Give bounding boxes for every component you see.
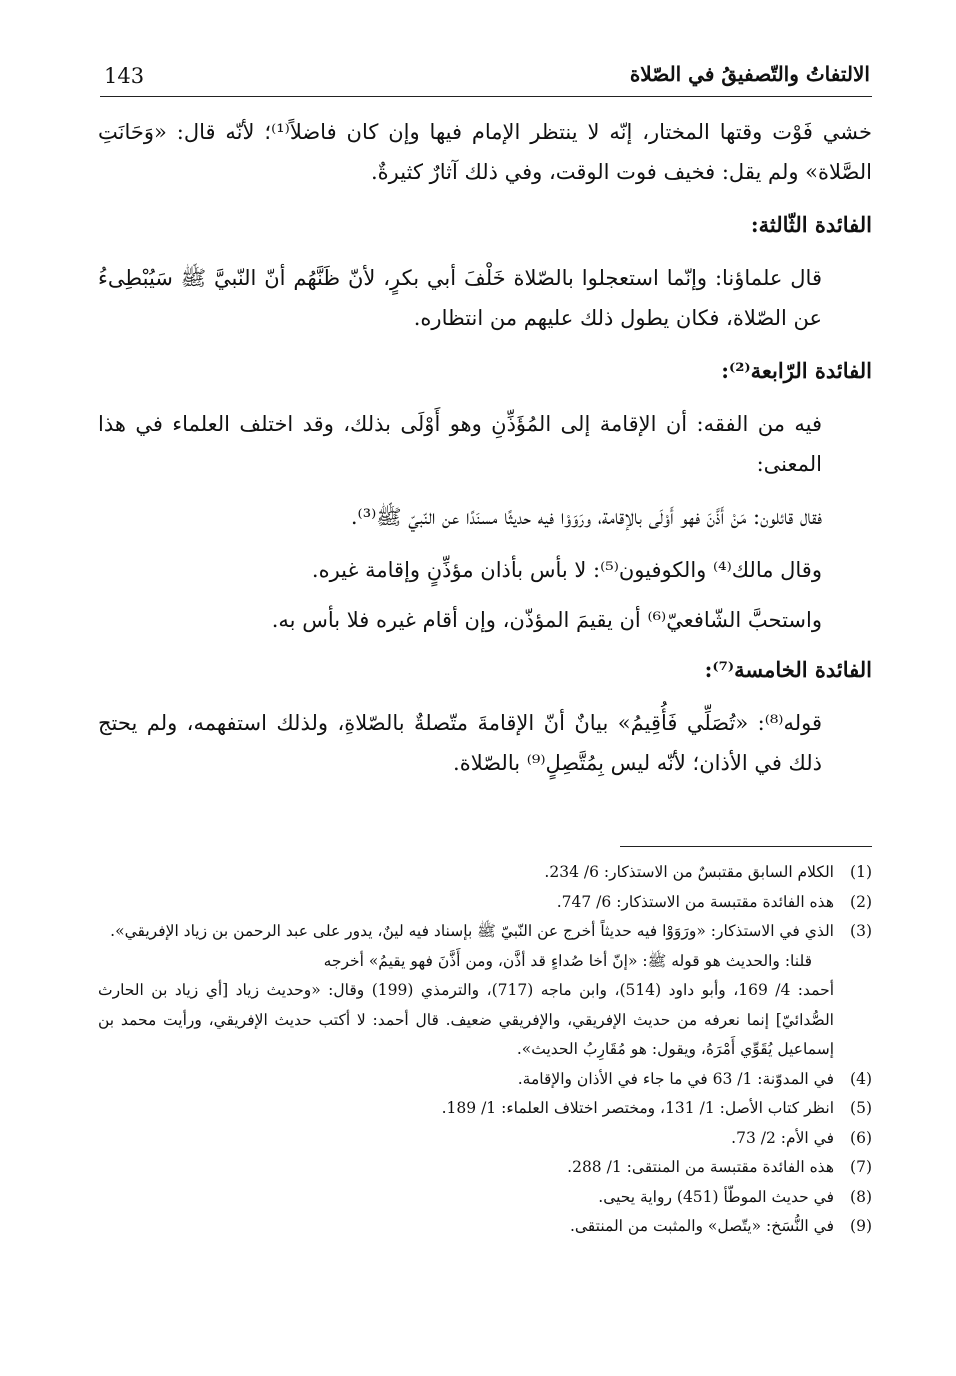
page-number: 143 (104, 64, 145, 88)
footnote-text: في المدوّنة: 1/ 63 في ما جاء في الأذان والإقامة. (517, 1069, 834, 1088)
paragraph: واستحبَّ الشّافعيّ⁽⁶⁾ أن يقيمَ المؤذّن، وإن أقام غيره فلا بأس به. (271, 608, 822, 632)
section-heading: الفائدة الثّالثة: (750, 212, 872, 237)
footnote (98, 1124, 872, 1154)
footnote-continuation: أحمد: 4/ 169، وأبو داود (514)، وابن ماجه (717)، والترمذي (199) وقال: «وحديث زياد [أي زياد بن الحارث الصُّدائيّ] إنما نعرفه من حديث الإفريقي، والإفريقي ضعيف. قال أحمد: لا أكتب حديث الإفريقي، ورأيت محمد بن إسماعيل يُقَوِّي أَمْرَهُ، ويقول: هو مُقَارِبُ الحديث». (98, 981, 835, 1058)
footnote-number: (7) (850, 1158, 872, 1176)
paragraph: فيه من الفقه: أن الإقامة إلى المُؤَذِّنِ وهو أَوْلَى بذلك، وقد اختلف العلماء في هذا المعنى: (98, 412, 822, 476)
footnote-rule (620, 846, 872, 847)
footnote-text: الكلام السابق مقتبسٌ من الاستذكار: 6/ 234. (544, 863, 834, 881)
header-rule (100, 96, 872, 97)
paragraph: فقال قائلون: مَنْ أَذَّنَ فهو أَوْلَى بالإقامة، ورَوَوْا فيه حديثًا مسنَدًا عن النّبيّ ﷺ⁽³⁾. (350, 505, 822, 529)
footnote-text: الذي في الاستذكار: «ورَوَوْا فيه حديثاً أخرج عن النّبيّ ﷺ بإسناد فيه لينٌ، يدور على عبد الرحمن بن زياد الإفريقي». (110, 922, 834, 940)
footnote (98, 888, 872, 918)
footnote (98, 1065, 872, 1095)
footnote-number: (4) (850, 1069, 872, 1088)
footnote-number: (9) (850, 1217, 872, 1235)
footnote-number: (2) (850, 892, 872, 911)
footnote-text: انظر كتاب الأصل: 1/ 131، ومختصر اختلاف العلماء: 1/ 189. (441, 1099, 834, 1117)
footnote-number: (6) (850, 1128, 872, 1147)
paragraph: قوله⁽⁸⁾: «تُصَلِّي فَأُقِيمُ» بيانٌ أنّ الإقامةَ متّصلةٌ بالصّلاةِ، ولذلك استفهمه، ولم يحتج ذلك في الأذان؛ لأنّه ليس بِمُتَّصِلٍ⁽⁹⁾ بالصّلاة. (98, 711, 822, 775)
footnote-text: في الأم: 2/ 73. (731, 1128, 834, 1147)
paragraph: خشي فَوْت وقتها المختار، إنّه لا ينتظر الإمام فيها وإن كان فاضلاً⁽¹⁾؛ لأنّه قال: «وَحَانَتِ الصَّلاة» ولم يقل: فخيف فوت الوقت، وفي ذلك آثارٌ كثيرةٌ. (98, 120, 872, 184)
footnote (98, 1183, 872, 1213)
paragraph: قال علماؤنا: وإنّما استعجلوا بالصّلاة خَلْفَ أبي بكرٍ، لأنّ ظَنَّهُم أنّ النّبيَّ ﷺ سَيُبْطِىءُ عن الصّلاة، فكان يطول ذلك عليهم من انتظاره. (98, 266, 822, 330)
footnote-text: هذه الفائدة مقتبسة من المنتقى: 1/ 288. (567, 1158, 834, 1176)
footnote-number: (8) (850, 1187, 872, 1206)
footnote (98, 1212, 872, 1242)
main-text (98, 112, 872, 796)
footnote (98, 1153, 872, 1183)
footnote-number: (5) (850, 1099, 872, 1117)
section-heading: الفائدة الرّابعة⁽²⁾: (721, 358, 872, 383)
footnote-text: في حديث الموطّأ (451) رواية يحيى. (598, 1187, 834, 1206)
footnote-continuation-first-line: قلنا: والحديث هو قوله ﷺ: «إنّ أخا صُداءٍ قد أذَّن، ومن أَذَّنَ فهو يقيمُ» أخرجه (323, 951, 812, 970)
footnote (98, 858, 872, 888)
running-title: الالتفاتُ والتّصفيقُ في الصّلاة (629, 62, 870, 86)
footnote (98, 1094, 872, 1124)
footnotes (98, 858, 872, 1242)
footnote-text: في النُّسَخ: «يتّصل» والمثبت من المنتقى. (569, 1217, 834, 1235)
footnote-number: (1) (850, 863, 872, 881)
footnote-number: (3) (850, 922, 872, 940)
paragraph: وقال مالك⁽⁴⁾ والكوفيون⁽⁵⁾: لا بأس بأذان مؤذِّنٍ وإقامة غيره. (311, 558, 822, 582)
footnote (98, 917, 872, 947)
section-heading: الفائدة الخامسة⁽⁷⁾: (704, 657, 872, 682)
footnote-text: هذه الفائدة مقتبسة من الاستذكار: 6/ 747. (556, 892, 834, 911)
